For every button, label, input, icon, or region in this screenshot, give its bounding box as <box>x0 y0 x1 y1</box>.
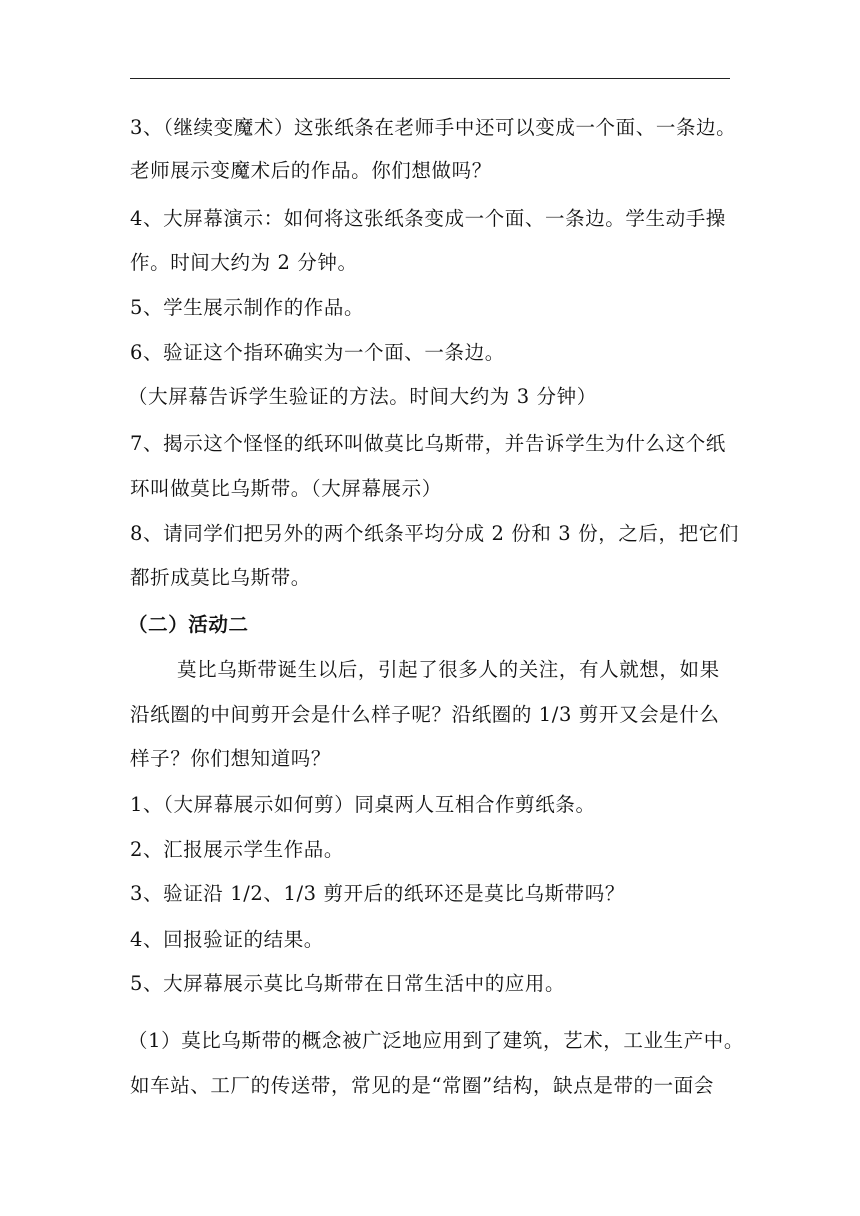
text-line: （1）莫比乌斯带的概念被广泛地应用到了建筑，艺术，工业生产中。 <box>128 1029 745 1052</box>
text-line: 8、请同学们把另外的两个纸条平均分成 2 份和 3 份，之后，把它们 <box>130 522 739 545</box>
text-line: 4、大屏幕演示：如何将这张纸条变成一个面、一条边。学生动手操 <box>130 207 726 230</box>
text-line: 4、回报验证的结果。 <box>130 928 324 951</box>
paragraph-line: 沿纸圈的中间剪开会是什么样子呢？沿纸圈的 1/3 剪开又会是什么 <box>130 703 720 726</box>
header-rule <box>130 78 730 79</box>
text-line: （大屏幕告诉学生验证的方法。时间大约为 3 分钟） <box>128 385 597 408</box>
text-line: 作。时间大约为 2 分钟。 <box>130 251 358 274</box>
paragraph-line: 莫比乌斯带诞生以后，引起了很多人的关注，有人就想，如果 <box>177 658 720 681</box>
text-line: 都折成莫比乌斯带。 <box>130 566 311 589</box>
text-line: 环叫做莫比乌斯带。（大屏幕展示） <box>130 477 442 500</box>
paragraph-line: 样子？你们想知道吗？ <box>130 747 332 770</box>
text-line: 1、（大屏幕展示如何剪）同桌两人互相合作剪纸条。 <box>130 793 596 816</box>
text-line: 5、学生展示制作的作品。 <box>130 296 365 319</box>
text-line: 2、汇报展示学生作品。 <box>130 838 345 861</box>
text-line: 7、揭示这个怪怪的纸环叫做莫比乌斯带，并告诉学生为什么这个纸 <box>130 432 726 455</box>
text-line: 3、验证沿 1/2、1/3 剪开后的纸环还是莫比乌斯带吗？ <box>130 882 625 905</box>
text-line: 如车站、工厂的传送带，常见的是“常圈”结构，缺点是带的一面会 <box>130 1074 714 1097</box>
text-line: 3、（继续变魔术）这张纸条在老师手中还可以变成一个面、一条边。 <box>130 116 737 139</box>
text-line: 6、验证这个指环确实为一个面、一条边。 <box>130 341 505 364</box>
text-line: 老师展示变魔术后的作品。你们想做吗？ <box>130 159 492 182</box>
section-heading: （二）活动二 <box>128 613 249 636</box>
text-line: 5、大屏幕展示莫比乌斯带在日常生活中的应用。 <box>130 972 566 995</box>
